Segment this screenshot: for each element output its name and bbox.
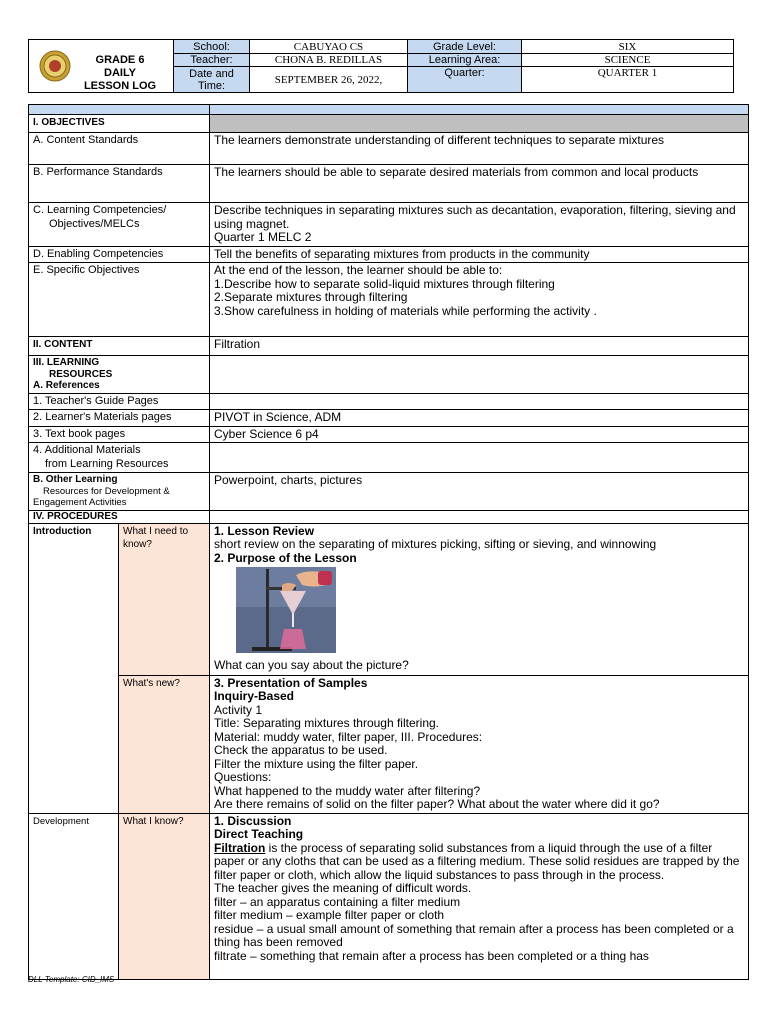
whats-new-label: What's new? bbox=[119, 675, 210, 813]
introduction-label: Introduction bbox=[29, 523, 119, 813]
activity-line: What happened to the muddy water after filtering? bbox=[214, 783, 481, 798]
enabling-competencies-label: D. Enabling Competencies bbox=[29, 246, 210, 263]
discussion-cell bbox=[210, 813, 749, 979]
document-title: GRADE 6 DAILY LESSON LOG bbox=[83, 54, 157, 92]
additional-materials-label: 4. Additional Materials from Learning Resources bbox=[29, 443, 210, 473]
school-label: School: bbox=[174, 40, 250, 54]
learners-materials-label: 2. Learner's Materials pages bbox=[29, 410, 210, 427]
quarter-label: Quarter: bbox=[408, 67, 522, 93]
template-footer: DLL Template: CID_IMS bbox=[28, 975, 115, 984]
lesson-review-title: 1. Lesson Review bbox=[214, 523, 315, 538]
activity-line: Material: muddy water, filter paper, III. Procedures: bbox=[214, 729, 483, 744]
what-i-know-label: What I know? bbox=[119, 813, 210, 979]
presentation-title: 3. Presentation of Samples bbox=[214, 675, 368, 690]
content-heading: II. CONTENT bbox=[29, 337, 210, 356]
date-value: SEPTEMBER 26, 2022, bbox=[250, 67, 408, 93]
vocab-line: residue – a usual small amount of something that remain after a process has been completed or a thing has been removed bbox=[214, 921, 734, 949]
learning-resources-heading: III. LEARNING RESOURCES A. References bbox=[29, 356, 210, 394]
vocab-line: filter medium – example filter paper or cloth bbox=[214, 908, 445, 922]
learning-area-label: Learning Area: bbox=[408, 54, 522, 67]
lesson-review-text: short review on the separating of mixtures picking, sifting or sieving, and winnowing bbox=[214, 537, 657, 551]
objectives-heading: I. OBJECTIVES bbox=[29, 115, 210, 133]
content-standards-label: A. Content Standards bbox=[29, 133, 210, 165]
vocab-line: The teacher gives the meaning of difficult words. bbox=[214, 881, 472, 895]
lesson-review-cell bbox=[210, 523, 749, 675]
learning-area-value: SCIENCE bbox=[522, 54, 734, 67]
specific-objectives-label: E. Specific Objectives bbox=[29, 263, 210, 337]
picture-question: What can you say about the picture? bbox=[214, 658, 409, 672]
vocab-line: filter – an apparatus containing a filter medium bbox=[214, 894, 461, 909]
learners-materials-value: PIVOT in Science, ADM bbox=[210, 410, 749, 427]
direct-teaching-label: Direct Teaching bbox=[214, 827, 304, 841]
content-value: Filtration bbox=[210, 337, 749, 356]
performance-standards-label: B. Performance Standards bbox=[29, 165, 210, 203]
specific-objectives-value: At the end of the lesson, the learner should be able to: 1.Describe how to separate solid-liquid mixtures through filtering 2.Separate mixtures through filtering 3.Show carefulness in holding of materials while performing the activity . bbox=[210, 263, 749, 337]
filtration-photo bbox=[236, 567, 336, 653]
activity-line: Title: Separating mixtures through filtering. bbox=[214, 716, 439, 730]
competencies-label: C. Learning Competencies/ Objectives/MELCs bbox=[29, 203, 210, 247]
deped-seal-icon bbox=[39, 50, 71, 82]
textbook-label: 3. Text book pages bbox=[29, 426, 210, 443]
procedures-heading: IV. PROCEDURES bbox=[29, 510, 210, 523]
school-value: CABUYAO CS bbox=[250, 40, 408, 54]
school-logo-cell bbox=[29, 40, 174, 93]
activity-line: Are there remains of solid on the filter paper? What about the water where did it go? bbox=[214, 797, 660, 811]
activity-line: Filter the mixture using the filter paper. bbox=[214, 756, 419, 771]
development-label: Development bbox=[29, 813, 119, 979]
activity-line: Activity 1 bbox=[214, 702, 263, 717]
inquiry-based-label: Inquiry-Based bbox=[214, 689, 295, 703]
purpose-title: 2. Purpose of the Lesson bbox=[214, 550, 357, 565]
vocab-line: filtrate – something that remain after a process has been completed or a thing has bbox=[214, 948, 649, 963]
other-resources-label: B. Other Learning Resources for Development & Engagement Activities bbox=[29, 473, 210, 511]
filtration-definition: Filtration is the process of separating solid substances from a liquid through the use of a filter paper or any cloths that can be used as a filtering medium. These solid residues are trapped by the filter paper or cloth, which allow the liquid substances to pass through in the process. bbox=[214, 840, 740, 882]
teachers-guide-label: 1. Teacher's Guide Pages bbox=[29, 393, 210, 410]
activity-line: Questions: bbox=[214, 770, 272, 784]
lesson-log-table bbox=[28, 104, 749, 980]
content-standards-value: The learners demonstrate understanding of different techniques to separate mixtures bbox=[210, 133, 749, 165]
teacher-label: Teacher: bbox=[174, 54, 250, 67]
header-table bbox=[28, 39, 734, 93]
presentation-cell bbox=[210, 675, 749, 813]
what-i-need-to-know-label: What I need to know? bbox=[119, 523, 210, 675]
grade-level-label: Grade Level: bbox=[408, 40, 522, 54]
quarter-value: QUARTER 1 bbox=[522, 67, 734, 93]
other-resources-value: Powerpoint, charts, pictures bbox=[210, 473, 749, 511]
enabling-competencies-value: Tell the benefits of separating mixtures from products in the community bbox=[210, 246, 749, 263]
textbook-value: Cyber Science 6 p4 bbox=[210, 426, 749, 443]
date-label: Date and Time: bbox=[174, 67, 250, 93]
grade-level-value: SIX bbox=[522, 40, 734, 54]
competencies-value: Describe techniques in separating mixtures such as decantation, evaporation, filtering, sieving and using magnet. Quarter 1 MELC 2 bbox=[210, 203, 749, 247]
discussion-title: 1. Discussion bbox=[214, 813, 292, 828]
teacher-value: CHONA B. REDILLAS bbox=[250, 54, 408, 67]
activity-line: Check the apparatus to be used. bbox=[214, 743, 388, 757]
performance-standards-value: The learners should be able to separate desired materials from common and local products bbox=[210, 165, 749, 203]
